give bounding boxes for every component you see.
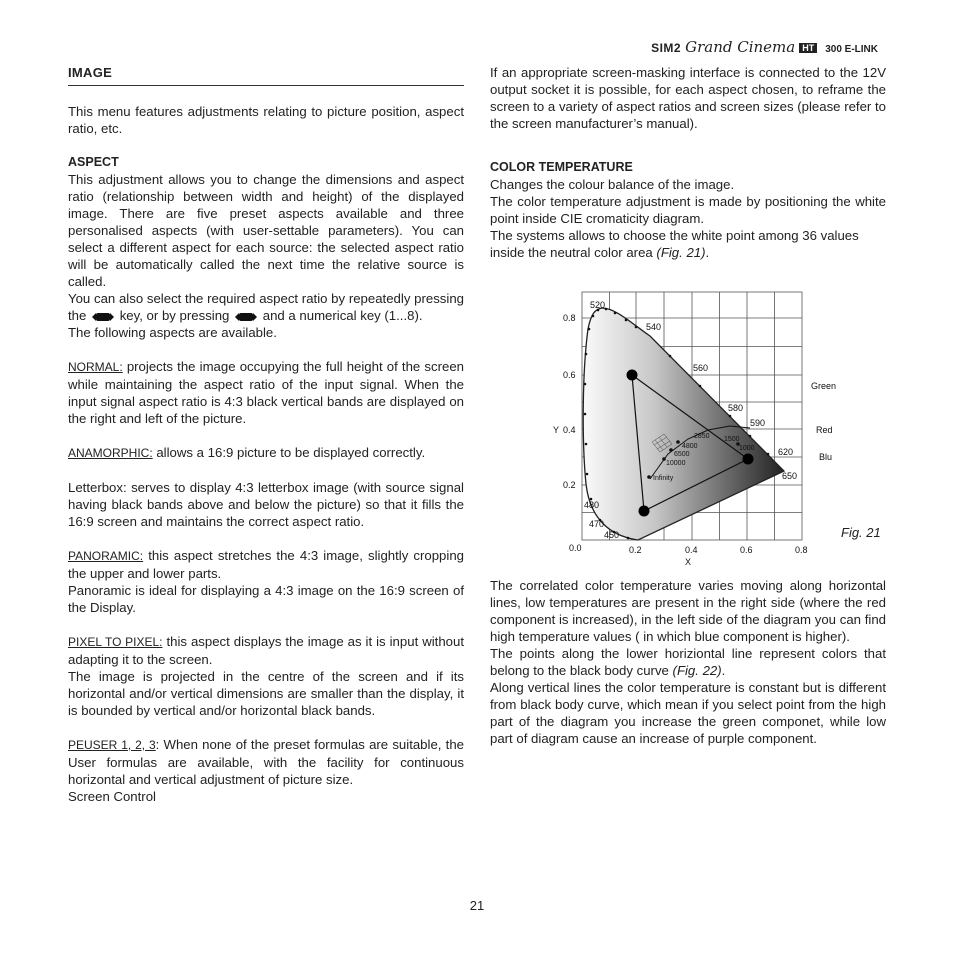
right-column-lower xyxy=(490,577,886,747)
letterbox-description: Letterbox: serves to display 4:3 letterbox image (with source signal having black bands above and below the picture) so that it fills the 16:9 screen and maintains the correct aspect ratio. xyxy=(68,480,464,529)
subsection-title-color-temperature: COLOR TEMPERATURE xyxy=(490,160,633,174)
y-tick-0.6: 0.6 xyxy=(563,370,576,380)
temp-1000: 1000 xyxy=(739,445,755,452)
wavelength-470: 470 xyxy=(589,519,605,529)
temp-1500: 1500 xyxy=(724,436,740,443)
wavelength-540: 540 xyxy=(646,322,662,332)
brand-sim: SIM2 xyxy=(651,41,682,55)
brand-grand-cinema: Grand Cinema xyxy=(685,38,796,56)
y-axis-label: Y xyxy=(553,425,560,435)
color-temp-line-2: The color temperature adjustment is made by positioning the white point inside CIE cromaticity diagram. xyxy=(490,194,886,226)
x-axis-label: X xyxy=(685,557,692,567)
points-description: The points along the lower horiziontal line represent colors that belong to the black body curve (Fig. 22). xyxy=(490,646,886,678)
pixel-to-pixel-label: PIXEL TO PIXEL: xyxy=(68,635,163,649)
y-tick-0.2: 0.2 xyxy=(563,480,576,490)
wavelength-480: 480 xyxy=(584,500,600,510)
temp-10000: 10000 xyxy=(666,460,686,467)
vertical-lines-description: Along vertical lines the color temperature is constant but is different from black body curve, which mean if you select point from the high part of the diagram you increase the green componet, while low part of diagram cause an increase of purple component. xyxy=(490,680,886,746)
page-number: 21 xyxy=(469,898,485,913)
screen-masking-description: If an appropriate screen-masking interface is connected to the 12V output socket it is possible, for each aspect chosen, to reframe the screen to a variety of aspect ratios and screen sizes (please refer to the screen manufacturer’s manual). xyxy=(490,65,886,131)
x-tick-0.6: 0.6 xyxy=(740,545,753,555)
y-tick-0.8: 0.8 xyxy=(563,313,576,323)
section-title-image: IMAGE xyxy=(68,64,464,86)
pixel-to-pixel-description-2: The image is projected in the centre of the screen and if its horizontal and/or vertical dimensions are smaller than the display, it is bounded by vertical and/or horizontal black bands. xyxy=(68,669,464,718)
wavelength-520: 520 xyxy=(590,300,606,310)
normal-label: NORMAL: xyxy=(68,360,123,374)
temp-2850: 2850 xyxy=(694,433,710,440)
aspect-description: This adjustment allows you to change the dimensions and aspect ratio (relationship between width and height) of the displayed image. There are five preset aspects available and three personalised aspects (with user-settable parameters). You can select a different aspect for each source: the selected aspect ratio will be automatically called the next time the relative source is called. xyxy=(68,172,464,289)
x-tick-0.0: 0.0 xyxy=(569,543,582,553)
legend-red: Red xyxy=(816,425,833,435)
panoramic-description: PANORAMIC: this aspect stretches the 4:3 image, slightly cropping the upper and lower parts. xyxy=(68,548,464,581)
left-column xyxy=(68,64,464,805)
pixel-to-pixel-description: PIXEL TO PIXEL: this aspect displays the image as it is input without adapting it to the screen. xyxy=(68,634,464,667)
color-temp-line-3: The systems allows to choose the white point among 36 values inside the neutral color area (Fig. 21). xyxy=(490,228,859,260)
temp-6500: 6500 xyxy=(674,451,690,458)
x-tick-0.4: 0.4 xyxy=(685,545,698,555)
peuser-label: PEUSER 1, 2, 3 xyxy=(68,738,156,752)
peuser-description: PEUSER 1, 2, 3: When none of the preset formulas are suitable, the User formulas are available, with the facility for continuous horizontal and vertical adjustment of picture size. xyxy=(68,737,464,787)
image-intro: This menu features adjustments relating to picture position, aspect ratio, etc. xyxy=(68,104,464,136)
normal-description: NORMAL: projects the image occupying the full height of the screen while maintaining the aspect ratio of the input signal. When the input signal aspect ratio is 4:3 black vertical bands are displayed on the right and left of the picture. xyxy=(68,359,464,426)
temp-infinity: Infinity xyxy=(653,475,674,482)
figure-label-21: Fig. 21 xyxy=(841,525,881,540)
wavelength-620: 620 xyxy=(778,447,794,457)
anamorphic-label: ANAMORPHIC: xyxy=(68,446,153,460)
correlated-temp-description: The correlated color temperature varies moving along horizontal lines, low temperatures are present in the right side (where the red component is increased), in the left side of the diagram you can find high temperature values ( in which blue component is higher). xyxy=(490,578,886,644)
color-temp-line-1: Changes the colour balance of the image. xyxy=(490,177,735,192)
aspects-available: The following aspects are available. xyxy=(68,325,277,340)
wavelength-650: 650 xyxy=(782,471,798,481)
screen-control: Screen Control xyxy=(68,789,156,804)
subsection-title-aspect: ASPECT xyxy=(68,155,119,169)
legend-green: Green xyxy=(811,381,837,391)
aspect-key-icon xyxy=(92,312,114,322)
x-tick-0.2: 0.2 xyxy=(629,545,642,555)
legend-blu: Blu xyxy=(819,452,833,462)
brand-ht-badge: HT xyxy=(799,43,817,53)
brand-model: 300 E-LINK xyxy=(825,44,878,55)
wavelength-590: 590 xyxy=(750,418,766,428)
right-column xyxy=(490,64,886,261)
aspect-key-icon-2 xyxy=(235,312,257,322)
anamorphic-description: ANAMORPHIC: allows a 16:9 picture to be displayed correctly. xyxy=(68,445,426,460)
y-tick-0.4: 0.4 xyxy=(563,425,576,435)
wavelength-560: 560 xyxy=(693,363,709,373)
aspect-key-instructions: You can also select the required aspect ratio by repeatedly pressing the key, or by pressing and a numerical key (1...8). xyxy=(68,291,464,323)
x-tick-0.8: 0.8 xyxy=(795,545,808,555)
wavelength-450: 450 xyxy=(604,530,620,540)
wavelength-580: 580 xyxy=(728,403,744,413)
panoramic-description-2: Panoramic is ideal for displaying a 4:3 image on the 16:9 screen of the Display. xyxy=(68,583,464,615)
panoramic-label: PANORAMIC: xyxy=(68,549,144,563)
brand-header xyxy=(651,38,878,56)
temp-4800: 4800 xyxy=(682,443,698,450)
